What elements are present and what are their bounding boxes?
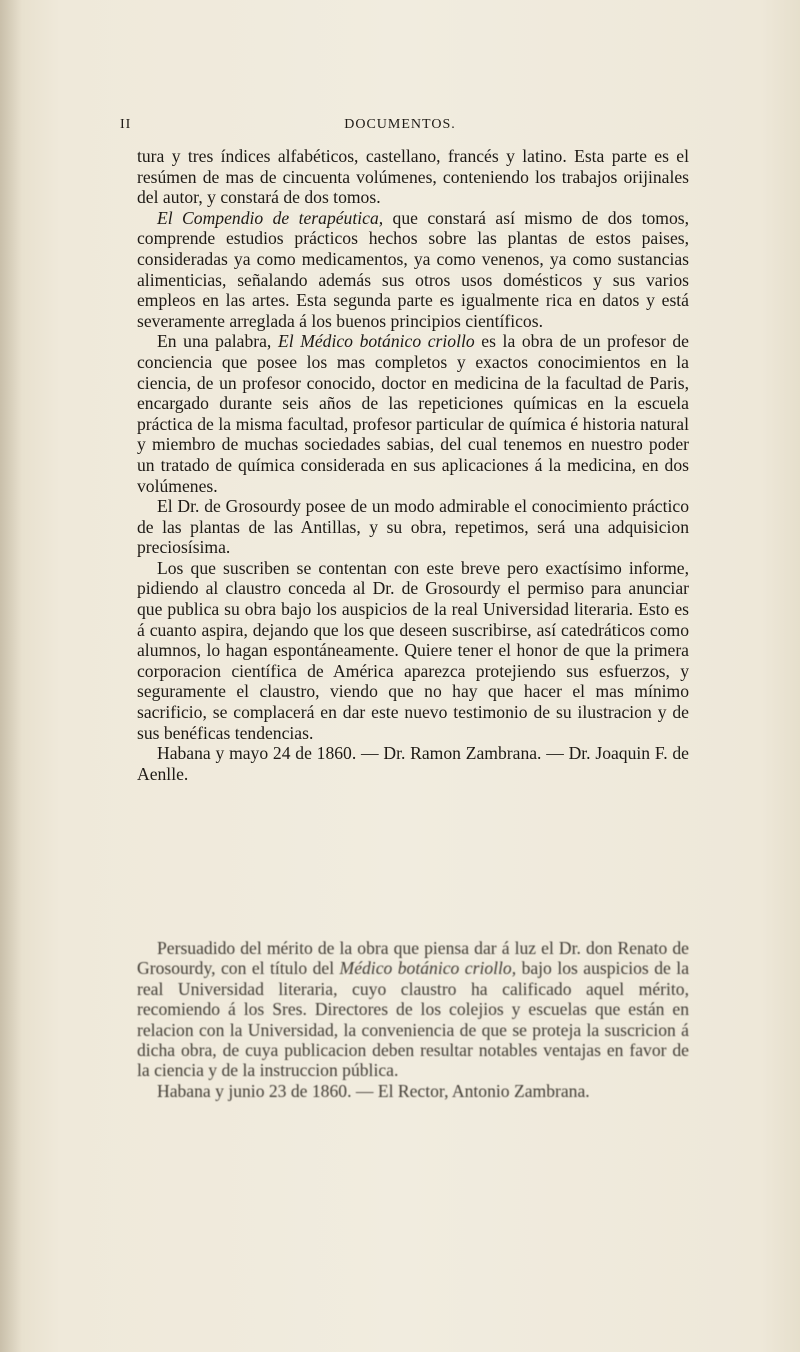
paragraph-compendio: El Compendio de terapéutica, que constará así mismo de dos tomos, comprende estudios prácticos hechos sobre las plantas de estos paises, consideradas ya como medicamentos, ya como venenos, ya como sustancias alimenticias, señalando además sus otros usos domésticos y sus varios empleos en las artes. Esta segunda parte es igualmente rica en datos y está severamente arreglada á los buenos principios científicos. [137,207,689,331]
work-title-medico: El Médico botánico criollo [277,331,475,352]
rector-decree [137,938,689,1101]
main-text [137,146,689,784]
binding-shadow [0,0,22,1352]
running-head: DOCUMENTOS. [344,117,456,132]
decree-work-title: Médico botánico criollo, [339,958,517,979]
report-signature: Habana y mayo 24 de 1860. — Dr. Ramon Zambrana. — Dr. Joaquin F. de Aenlle. [137,743,689,784]
page-header [120,117,680,137]
paragraph-request: Los que suscriben se contentan con este breve pero exactísimo informe, pidiendo al claustro conceda al Dr. de Grosourdy el permiso para anunciar que publica su obra bajo los auspicios de la real Universidad literaria. Esto es á cuanto aspira, dejando que los que deseen suscribirse, así catedráticos como alumnos, lo hagan espontáneamente. Quiere tener el honor de que la primera corporacion científica de América aparezca protejiendo sus esfuerzos, y seguramente el claustro, viendo que no hay que hacer el mas mínimo sacrificio, se complacerá en dar este nuevo testimonio de su ilustracion y de sus benéficas tendencias. [137,557,689,743]
decree-paragraph: Persuadido del mérito de la obra que piensa dar á luz el Dr. don Renato de Grosourdy, con el título del Médico botánico criollo, bajo los auspicios de la real Universidad literaria, cuyo claustro ha calificado aquel mérito, recomiendo á los Sres. Directores de los colejios y escuelas que están en relacion con la Universidad, la conveniencia de que se proteja la suscricion á dicha obra, de cuya publicacion deben resultar notables ventajas en favor de la ciencia y de la instruccion pública. [137,938,689,1081]
work-title-compendio: El Compendio de terapéutica, [157,207,384,228]
page-number: II [120,117,132,132]
paragraph-continuation: tura y tres índices alfabéticos, castellano, francés y latino. Esta parte es el resúmen de mas de cincuenta volúmenes, conteniendo los trabajos orijinales del autor, y constará de dos tomos. [137,146,689,208]
paragraph-summary: En una palabra, El Médico botánico criollo es la obra de un profesor de conciencia que posee los mas completos y exactos conocimientos en la ciencia, de un profesor conocido, doctor en medicina de la facultad de Paris, encargado durante seis años de las repeticiones químicas en la escuela práctica de la misma facultad, profesor particular de química é historia natural y miembro de muchas sociedades sabias, del cual tenemos en nuestro poder un tratado de química considerada en sus aplicaciones á la medicina, en dos volúmenes. [137,331,689,496]
decree-signature: Habana y junio 23 de 1860. — El Rector, Antonio Zambrana. [157,1080,590,1101]
paragraph-grosourdy: El Dr. de Grosourdy posee de un modo admirable el conocimiento práctico de las plantas de las Antillas, y su obra, repetimos, será una adquisicion preciosísima. [137,496,689,558]
